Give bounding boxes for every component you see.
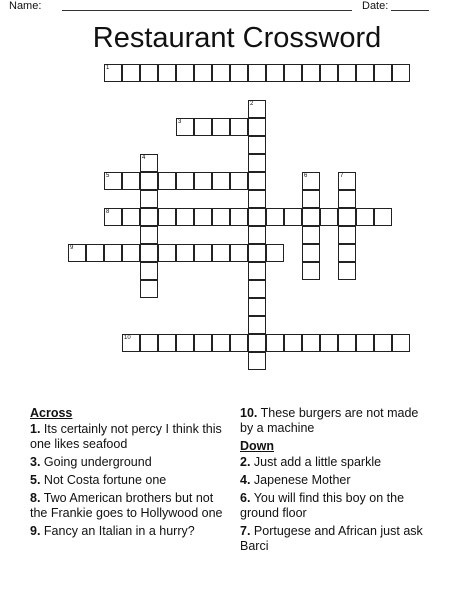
grid-cell[interactable] bbox=[266, 208, 284, 226]
grid-cell[interactable] bbox=[302, 172, 320, 190]
grid-cell[interactable] bbox=[158, 244, 176, 262]
clue-number-label: 3 bbox=[178, 119, 182, 125]
grid-cell[interactable] bbox=[212, 244, 230, 262]
grid-cell[interactable] bbox=[266, 334, 284, 352]
clue-number-label: 9 bbox=[70, 245, 74, 251]
grid-cell[interactable] bbox=[176, 244, 194, 262]
grid-cell[interactable] bbox=[104, 208, 122, 226]
grid-cell[interactable] bbox=[284, 64, 302, 82]
grid-cell[interactable] bbox=[122, 64, 140, 82]
grid-cell[interactable] bbox=[338, 64, 356, 82]
grid-cell[interactable] bbox=[194, 334, 212, 352]
grid-cell[interactable] bbox=[338, 190, 356, 208]
clue-number-label: 5 bbox=[106, 173, 110, 179]
grid-cell[interactable] bbox=[248, 100, 266, 118]
grid-cell[interactable] bbox=[248, 190, 266, 208]
clue-across-1: 1. Its certainly not percy I think this one likes seafood bbox=[30, 422, 222, 451]
grid-cell[interactable] bbox=[338, 172, 356, 190]
clue-number-label: 1 bbox=[106, 65, 110, 71]
grid-cell[interactable] bbox=[248, 136, 266, 154]
grid-cell[interactable] bbox=[248, 280, 266, 298]
grid-cell[interactable] bbox=[140, 208, 158, 226]
grid-cell[interactable] bbox=[140, 244, 158, 262]
grid-cell[interactable] bbox=[212, 208, 230, 226]
clue-across-5: 5. Not Costa fortune one bbox=[30, 473, 167, 487]
clue-down-6: 6. You will find this boy on the ground floor bbox=[240, 491, 405, 520]
clue-number-label: 10 bbox=[124, 335, 131, 341]
grid-cell[interactable] bbox=[302, 262, 320, 280]
grid-cell[interactable] bbox=[176, 64, 194, 82]
grid-cell[interactable] bbox=[284, 334, 302, 352]
grid-cell[interactable] bbox=[104, 172, 122, 190]
grid-cell[interactable] bbox=[302, 334, 320, 352]
clues-left-column bbox=[30, 406, 230, 542]
grid-cell[interactable] bbox=[158, 64, 176, 82]
grid-cell[interactable] bbox=[248, 334, 266, 352]
across-heading: Across bbox=[30, 406, 73, 420]
grid-cell[interactable] bbox=[248, 262, 266, 280]
grid-cell[interactable] bbox=[230, 172, 248, 190]
puzzle-title: Restaurant Crossword bbox=[92, 22, 382, 54]
grid-cell[interactable] bbox=[212, 334, 230, 352]
grid-cell[interactable] bbox=[212, 118, 230, 136]
date-label: Date: bbox=[362, 0, 389, 12]
grid-cell[interactable] bbox=[338, 262, 356, 280]
grid-cell[interactable] bbox=[392, 64, 410, 82]
grid-cell[interactable] bbox=[356, 334, 374, 352]
clue-down-7: 7. Portugese and African just ask Barci bbox=[240, 524, 423, 553]
grid-cell[interactable] bbox=[176, 172, 194, 190]
grid-cell[interactable] bbox=[104, 64, 122, 82]
down-heading: Down bbox=[240, 439, 275, 453]
grid-cell[interactable] bbox=[392, 334, 410, 352]
grid-cell[interactable] bbox=[158, 208, 176, 226]
grid-cell[interactable] bbox=[212, 172, 230, 190]
grid-cell[interactable] bbox=[248, 118, 266, 136]
grid-cell[interactable] bbox=[158, 172, 176, 190]
grid-cell[interactable] bbox=[248, 154, 266, 172]
grid-cell[interactable] bbox=[248, 352, 266, 370]
grid-cell[interactable] bbox=[320, 334, 338, 352]
clue-number-label: 2 bbox=[250, 101, 254, 107]
grid-cell[interactable] bbox=[320, 64, 338, 82]
grid-cell[interactable] bbox=[230, 244, 248, 262]
grid-cell[interactable] bbox=[230, 64, 248, 82]
grid-cell[interactable] bbox=[194, 172, 212, 190]
grid-cell[interactable] bbox=[248, 244, 266, 262]
grid-cell[interactable] bbox=[68, 244, 86, 262]
grid-cell[interactable] bbox=[194, 208, 212, 226]
grid-cell[interactable] bbox=[338, 244, 356, 262]
clue-across-3: 3. Going underground bbox=[30, 455, 152, 469]
grid-cell[interactable] bbox=[248, 316, 266, 334]
grid-cell[interactable] bbox=[122, 334, 140, 352]
grid-cell[interactable] bbox=[104, 244, 122, 262]
grid-cell[interactable] bbox=[140, 172, 158, 190]
clues-right-column bbox=[240, 406, 430, 557]
grid-cell[interactable] bbox=[302, 190, 320, 208]
grid-cell[interactable] bbox=[230, 118, 248, 136]
grid-cell[interactable] bbox=[302, 208, 320, 226]
grid-cell[interactable] bbox=[248, 298, 266, 316]
grid-cell[interactable] bbox=[212, 64, 230, 82]
grid-cell[interactable] bbox=[248, 172, 266, 190]
grid-cell[interactable] bbox=[266, 64, 284, 82]
grid-cell[interactable] bbox=[338, 334, 356, 352]
clue-across-8: 8. Two American brothers but not the Frankie goes to Hollywood one bbox=[30, 491, 223, 520]
clue-number-label: 8 bbox=[106, 209, 110, 215]
clue-number-label: 7 bbox=[340, 173, 344, 179]
grid-cell[interactable] bbox=[320, 208, 338, 226]
grid-cell[interactable] bbox=[176, 208, 194, 226]
clue-down-4: 4. Japenese Mother bbox=[240, 473, 351, 487]
grid-cell[interactable] bbox=[248, 64, 266, 82]
grid-cell[interactable] bbox=[122, 208, 140, 226]
grid-cell[interactable] bbox=[284, 208, 302, 226]
grid-cell[interactable] bbox=[86, 244, 104, 262]
grid-cell[interactable] bbox=[302, 64, 320, 82]
grid-cell[interactable] bbox=[338, 208, 356, 226]
grid-cell[interactable] bbox=[374, 64, 392, 82]
grid-cell[interactable] bbox=[194, 64, 212, 82]
grid-cell[interactable] bbox=[140, 64, 158, 82]
grid-cell[interactable] bbox=[356, 208, 374, 226]
name-label: Name: bbox=[9, 0, 42, 12]
grid-cell[interactable] bbox=[194, 244, 212, 262]
grid-cell[interactable] bbox=[248, 226, 266, 244]
clue-down-2: 2. Just add a little sparkle bbox=[240, 455, 382, 469]
grid-cell[interactable] bbox=[302, 244, 320, 262]
grid-cell[interactable] bbox=[140, 334, 158, 352]
grid-cell[interactable] bbox=[356, 64, 374, 82]
grid-cell[interactable] bbox=[140, 262, 158, 280]
grid-cell[interactable] bbox=[266, 244, 284, 262]
grid-cell[interactable] bbox=[374, 334, 392, 352]
clue-across-10: 10. These burgers are not made by a machine bbox=[240, 406, 419, 435]
clue-number-label: 4 bbox=[142, 155, 146, 161]
grid-cell[interactable] bbox=[230, 208, 248, 226]
grid-cell[interactable] bbox=[230, 334, 248, 352]
grid-cell[interactable] bbox=[140, 226, 158, 244]
grid-cell[interactable] bbox=[140, 280, 158, 298]
clue-across-9: 9. Fancy an Italian in a hurry? bbox=[30, 524, 195, 538]
grid-cell[interactable] bbox=[122, 244, 140, 262]
grid-cell[interactable] bbox=[374, 208, 392, 226]
grid-cell[interactable] bbox=[140, 190, 158, 208]
grid-cell[interactable] bbox=[302, 226, 320, 244]
grid-cell[interactable] bbox=[122, 172, 140, 190]
grid-cell[interactable] bbox=[338, 226, 356, 244]
grid-cell[interactable] bbox=[176, 334, 194, 352]
grid-cell[interactable] bbox=[140, 154, 158, 172]
grid-cell[interactable] bbox=[194, 118, 212, 136]
grid-cell[interactable] bbox=[158, 334, 176, 352]
clue-number-label: 6 bbox=[304, 173, 308, 179]
grid-cell[interactable] bbox=[248, 208, 266, 226]
grid-cell[interactable] bbox=[176, 118, 194, 136]
